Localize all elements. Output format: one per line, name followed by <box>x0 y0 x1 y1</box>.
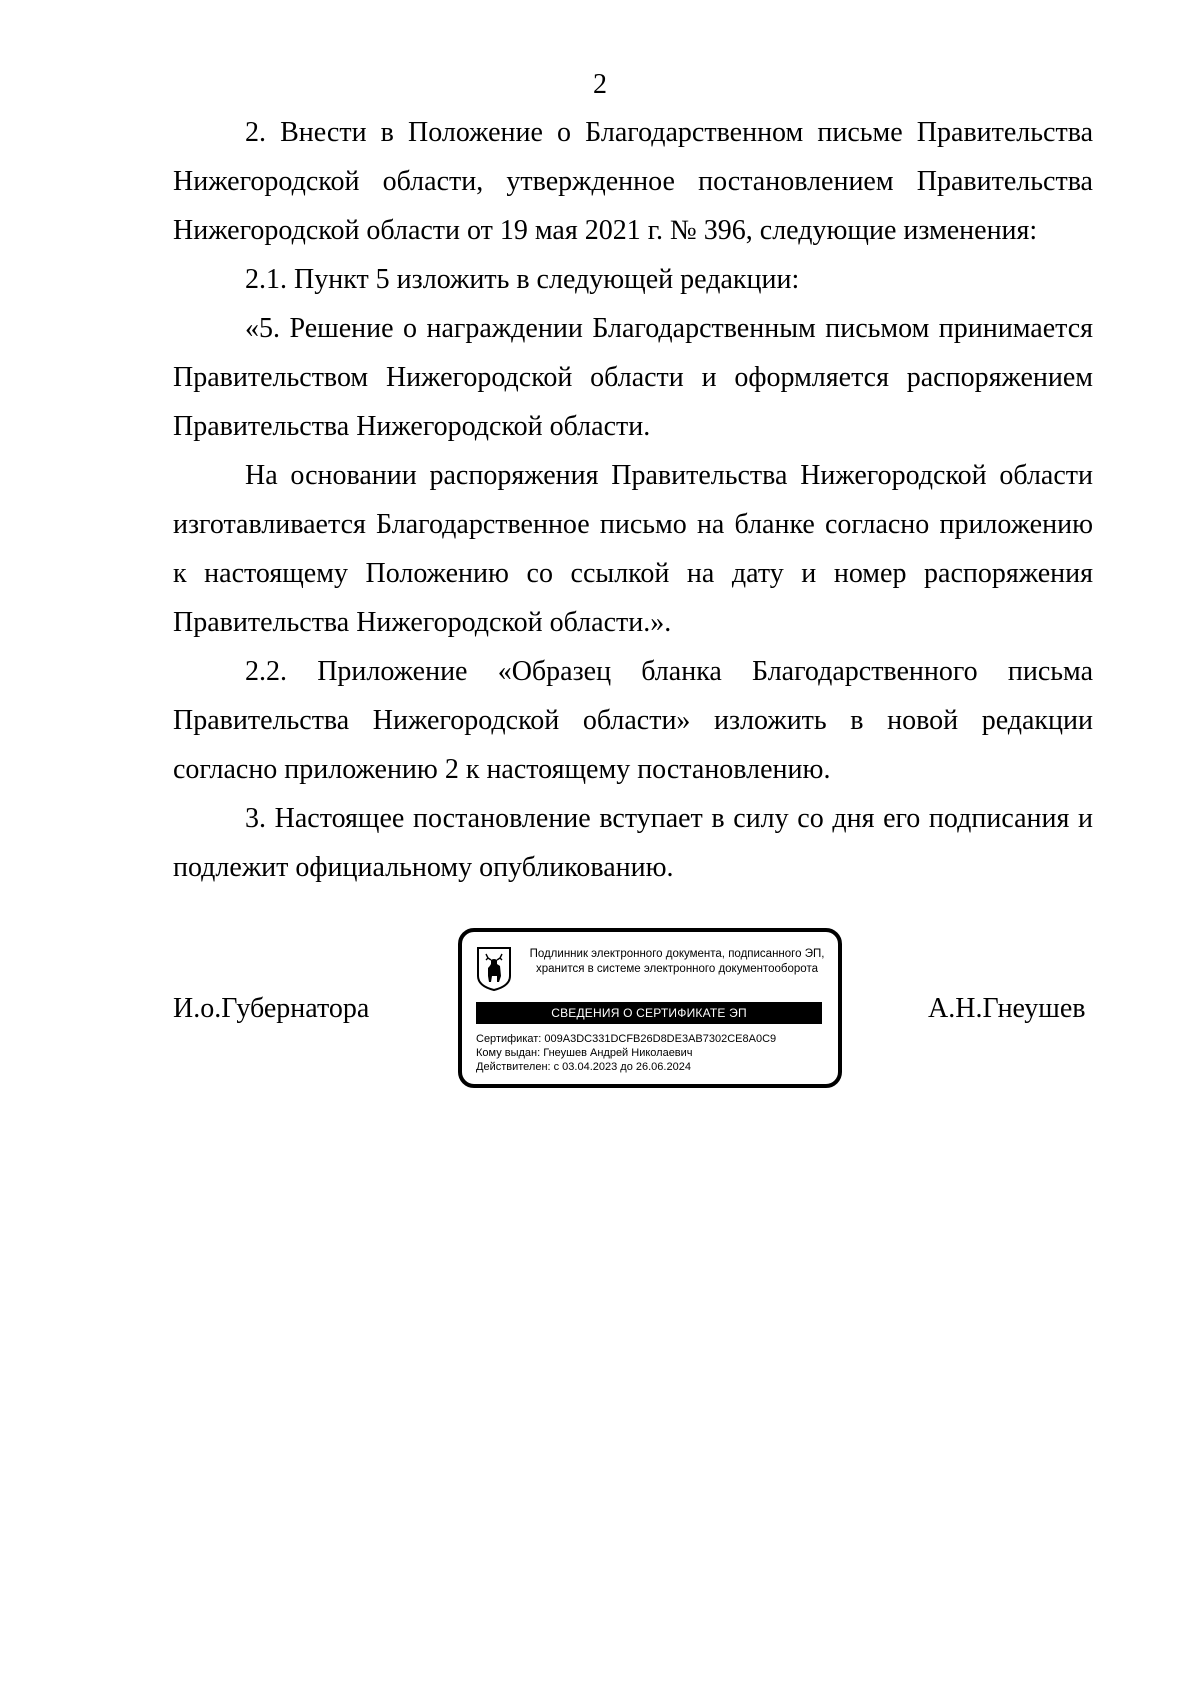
certificate-details <box>476 1032 776 1074</box>
document-body <box>173 108 1093 892</box>
signatory-name: А.Н.Гнеушев <box>928 993 1086 1024</box>
stamp-header-line: хранится в системе электронного документооборота <box>536 963 818 975</box>
electronic-signature-stamp <box>458 928 842 1088</box>
certificate-info-title: СВЕДЕНИЯ О СЕРТИФИКАТЕ ЭП <box>476 1002 822 1024</box>
deer-coat-of-arms-icon <box>476 946 512 992</box>
signatory-position: И.о.Губернатора <box>173 993 370 1024</box>
paragraph-item-2-1: 2.1. Пункт 5 изложить в следующей редакции: <box>245 264 800 295</box>
paragraph-item-2-2: 2.2. Приложение «Образец бланка Благодарственного письма Правительства Нижегородской области» изложить в новой редакции согласно приложению 2 к настоящему постановлению. <box>173 656 1093 785</box>
stamp-header-line: Подлинник электронного документа, подписанного ЭП, <box>529 948 825 960</box>
paragraph-quote-item-5: «5. Решение о награждении Благодарственным письмом принимается Правительством Нижегородской области и оформляется распоряжением Правительства Нижегородской области. <box>173 313 1093 442</box>
page-number: 2 <box>593 69 607 100</box>
certificate-validity: Действителен: с 03.04.2023 до 26.06.2024 <box>476 1061 691 1073</box>
stamp-header <box>518 947 836 977</box>
paragraph-quote-continuation: На основании распоряжения Правительства Нижегородской области изготавливается Благодарственное письмо на бланке согласно приложению к настоящему Положению со ссылкой на дату и номер распоряжения Правительства Нижегородской области.». <box>173 460 1093 638</box>
paragraph-item-2: 2. Внести в Положение о Благодарственном письме Правительства Нижегородской области, утвержденное постановлением Правительства Нижегородской области от 19 мая 2021 г. № 396, следующие изменения: <box>173 117 1093 246</box>
paragraph-item-3: 3. Настоящее постановление вступает в силу со дня его подписания и подлежит официальному опубликованию. <box>173 803 1093 883</box>
certificate-number: Сертификат: 009A3DC331DCFB26D8DE3AB7302CE8A0C9 <box>476 1033 777 1045</box>
certificate-owner: Кому выдан: Гнеушев Андрей Николаевич <box>476 1047 693 1059</box>
